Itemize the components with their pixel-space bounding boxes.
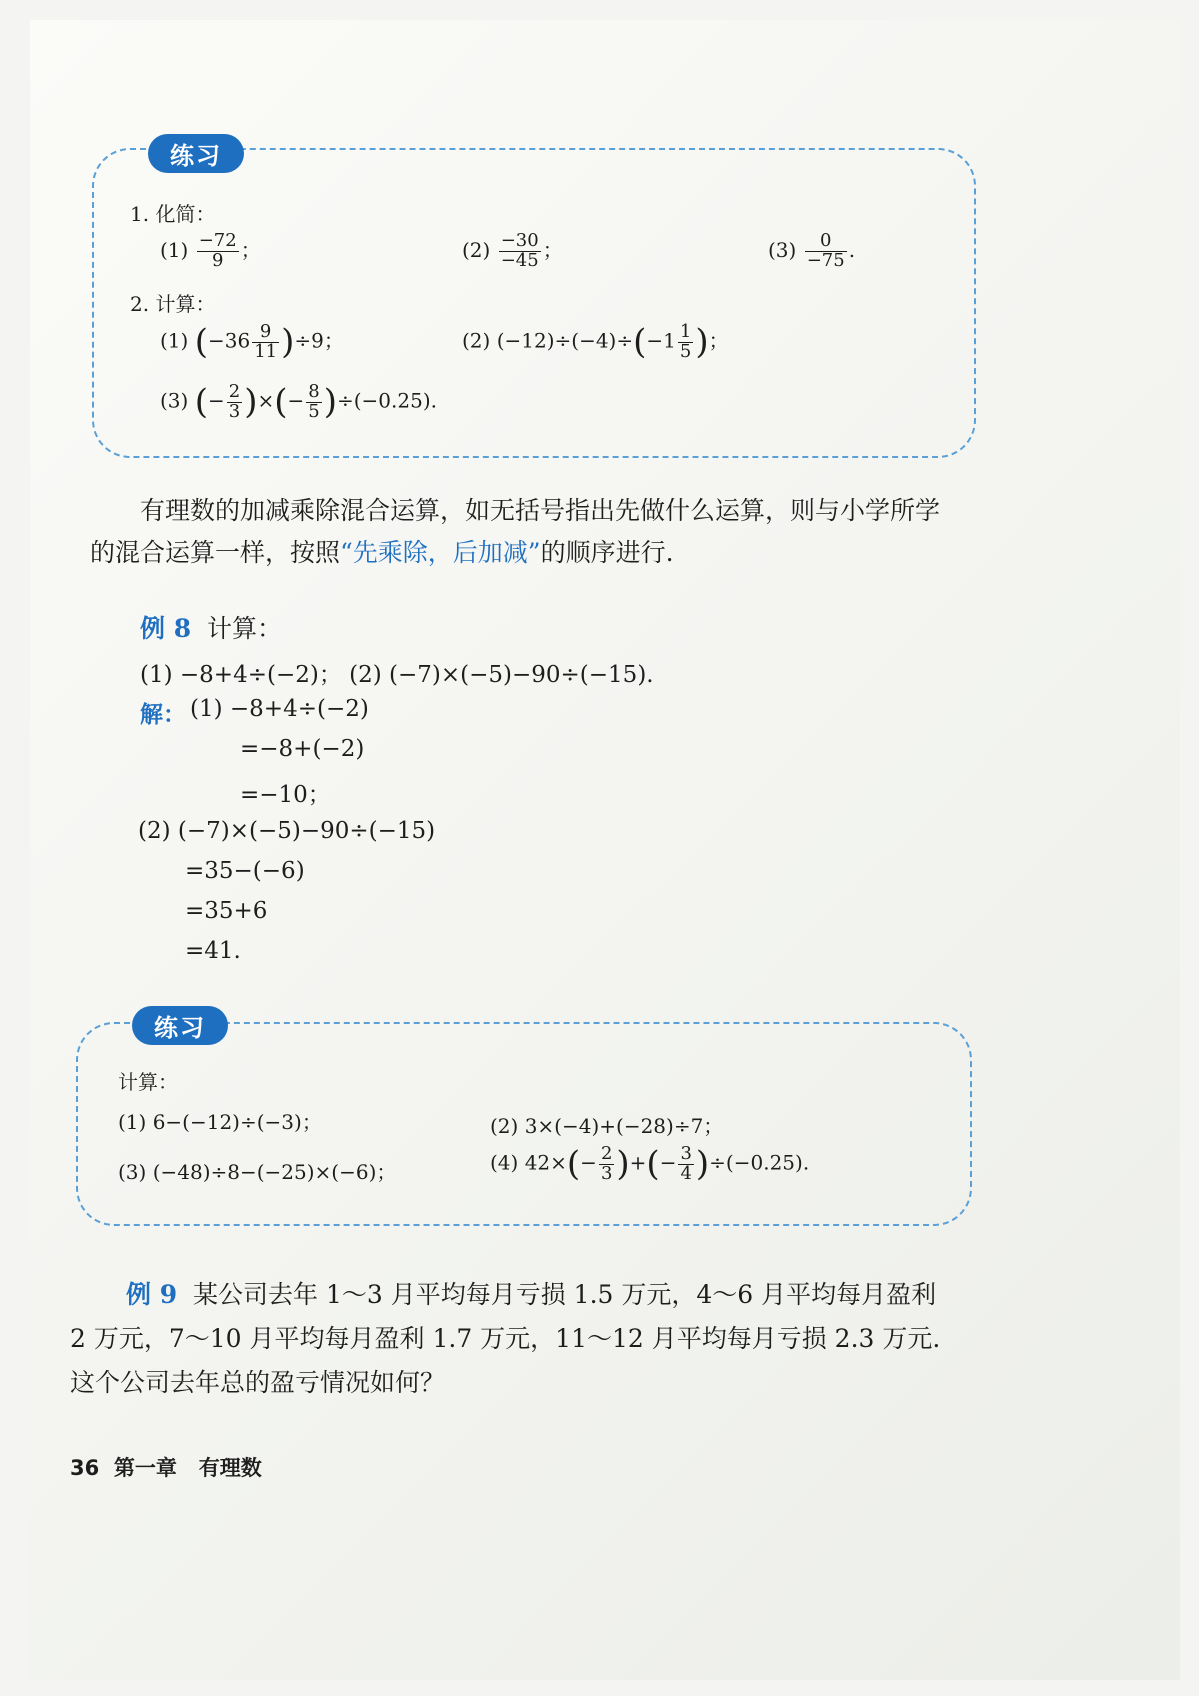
example9-line2: 2 万元，7～10 月平均每月盈利 1.7 万元，11～12 月平均每月亏损 2.3 万元. bbox=[70, 1324, 941, 1353]
exercise1-q1-item1: (1) $\frac{-72}{9}$ ； bbox=[160, 230, 261, 271]
page-footer bbox=[70, 1452, 262, 1482]
exercise2-item4: (4) 42×(− $\frac{2}{3}$ )+(− $\frac{3}{4}$ )÷(−0.25). bbox=[490, 1142, 810, 1184]
example8-problems: (1) −8+4÷(−2)； (2) (−7)×(−5)−90÷(−15). bbox=[140, 662, 654, 688]
exercise2-item1: (1) 6−(−12)÷(−3)； bbox=[118, 1110, 322, 1134]
textbook-page bbox=[30, 20, 1180, 1680]
rule-paragraph-line2: 的混合运算一样，按照“先乘除，后加减”的顺序进行. bbox=[90, 538, 674, 567]
example8-s2-line4: =41. bbox=[185, 938, 241, 964]
example8-s1-line3: =−10； bbox=[240, 782, 331, 808]
exercise2-title: 计算： bbox=[118, 1070, 178, 1094]
example8-label: 例 8 bbox=[140, 614, 192, 643]
rule-highlight: “先乘除，后加减” bbox=[340, 538, 541, 567]
exercise1-q2-item2: (2) (−12)÷(−4)÷(−1 $\frac{1}{5}$ )； bbox=[462, 320, 729, 362]
example8-s2-line2: =35−(−6) bbox=[185, 858, 305, 884]
example9-line3: 这个公司去年总的盈亏情况如何？ bbox=[70, 1368, 446, 1397]
example8-s1-line1: (1) −8+4÷(−2) bbox=[190, 696, 369, 722]
example8-s1-line2: =−8+(−2) bbox=[240, 736, 365, 762]
example8-heading: 例 8 计算： bbox=[140, 614, 283, 643]
example8-s2-line1: (2) (−7)×(−5)−90÷(−15) bbox=[138, 818, 436, 844]
chapter-number: 第一章 bbox=[113, 1456, 177, 1480]
exercise-badge-1: 练习 bbox=[148, 134, 244, 173]
example9-label: 例 9 bbox=[126, 1280, 178, 1309]
exercise1-q2-item1: (1) (−36 $\frac{9}{11}$ )÷9； bbox=[160, 320, 344, 362]
exercise-badge-2: 练习 bbox=[132, 1006, 228, 1045]
exercise1-q2-item3: (3) (− $\frac{2}{3}$ )×(− $\frac{8}{5}$ )÷(−0.25). bbox=[160, 380, 437, 422]
exercise2-item2: (2) 3×(−4)+(−28)÷7； bbox=[490, 1114, 724, 1138]
exercise1-q1-title: 1. 化简： bbox=[130, 202, 216, 226]
exercise1-q1-item2: (2) $\frac{-30}{-45}$ ； bbox=[462, 230, 563, 271]
exercise1-q2-title: 2. 计算： bbox=[130, 292, 216, 316]
page-number: 36 bbox=[70, 1456, 100, 1480]
chapter-title: 有理数 bbox=[198, 1456, 262, 1480]
rule-paragraph-line1: 有理数的加减乘除混合运算，如无括号指出先做什么运算，则与小学所学 bbox=[140, 496, 941, 525]
exercise1-q1-item3: (3) $\frac{0}{-75}$ . bbox=[768, 230, 856, 271]
exercise2-item3: (3) (−48)÷8−(−25)×(−6)； bbox=[118, 1160, 397, 1184]
example8-solution-label: 解： bbox=[140, 701, 186, 728]
example9-line1: 例 9 某公司去年 1～3 月平均每月亏损 1.5 万元，4～6 月平均每月盈利 bbox=[126, 1280, 937, 1309]
example8-s2-line3: =35+6 bbox=[185, 898, 268, 924]
